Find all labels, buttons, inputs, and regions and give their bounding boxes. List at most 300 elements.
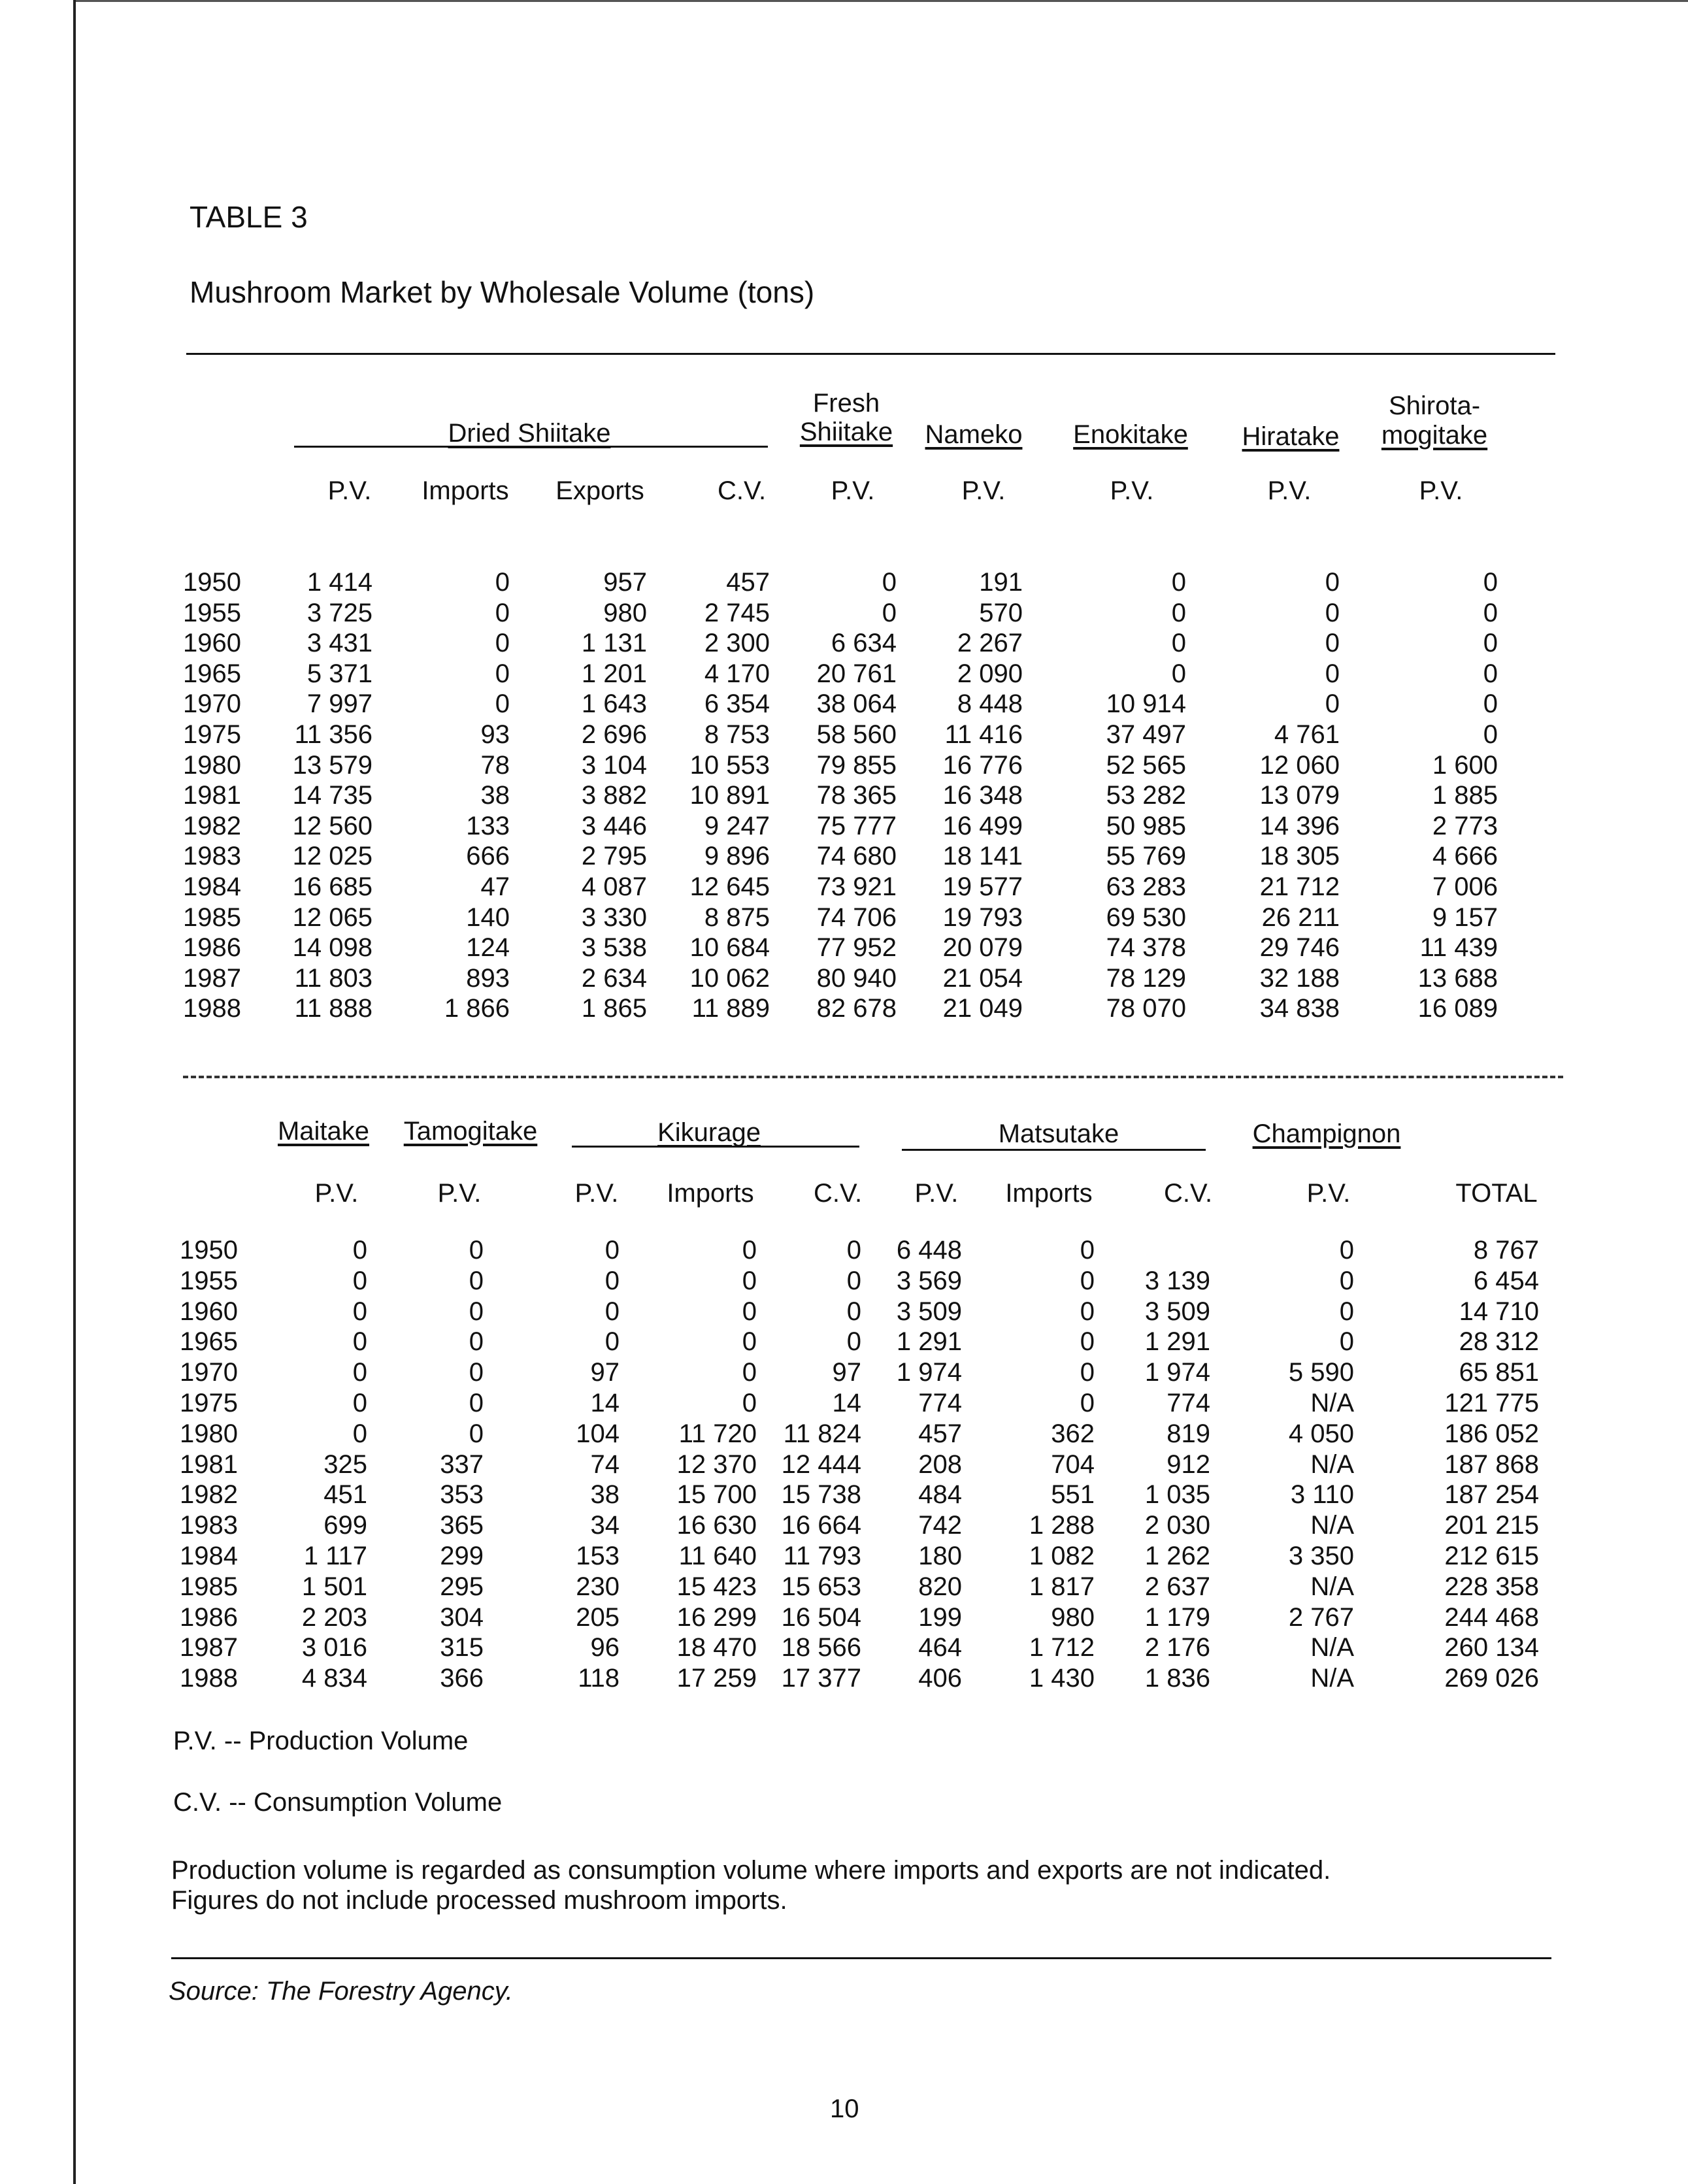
lower-table-cell: 11 720	[678, 1419, 757, 1448]
table-subtitle: Mushroom Market by Wholesale Volume (tons)	[190, 275, 815, 309]
upper-table-cell: 2 696	[581, 720, 647, 749]
group-header-shirotamogitake-line2: mogitake	[1381, 421, 1488, 450]
lower-table-cell: 1 262	[1144, 1542, 1210, 1570]
lower-table-cell: 96	[590, 1633, 620, 1662]
lower-column-header: P.V.	[314, 1179, 359, 1208]
lower-table-cell: 17 259	[676, 1664, 757, 1693]
group-header-matsutake: Matsutake	[998, 1119, 1119, 1148]
lower-row-year: 1950	[180, 1236, 238, 1265]
upper-column-header: Exports	[555, 476, 644, 505]
lower-table-cell: 406	[918, 1664, 962, 1693]
upper-table-cell: 11 889	[691, 994, 770, 1023]
lower-table-cell: 0	[742, 1327, 757, 1356]
matsutake-rule	[902, 1149, 1206, 1151]
lower-column-header: P.V.	[1306, 1179, 1351, 1208]
upper-table-cell: 0	[495, 689, 510, 718]
lower-table-cell: 0	[469, 1327, 484, 1356]
upper-column-header: C.V.	[717, 476, 767, 505]
lower-table-cell: 0	[1080, 1297, 1095, 1326]
lower-table-cell: 6 448	[896, 1236, 962, 1265]
upper-table-cell: 11 439	[1419, 933, 1498, 962]
upper-row-year: 1986	[183, 933, 241, 962]
upper-table-cell: 77 952	[816, 933, 897, 962]
upper-table-cell: 55 769	[1106, 842, 1186, 870]
lower-table-cell: 457	[918, 1419, 962, 1448]
upper-table-cell: 9 247	[704, 812, 770, 840]
lower-table-cell: 1 288	[1029, 1511, 1095, 1540]
lower-table-cell: 366	[440, 1664, 484, 1693]
lower-table-cell: 912	[1167, 1450, 1210, 1479]
lower-table-cell: 11 824	[783, 1419, 861, 1448]
upper-table-cell: 50 985	[1106, 812, 1186, 840]
upper-table-cell: 29 746	[1259, 933, 1340, 962]
scan-left-margin	[0, 0, 76, 2184]
lower-table-cell: 16 504	[781, 1603, 861, 1632]
lower-table-cell: 104	[576, 1419, 620, 1448]
lower-table-cell: 201 215	[1444, 1511, 1539, 1540]
upper-table-cell: 2 300	[704, 629, 770, 657]
upper-table-cell: 10 914	[1106, 689, 1186, 718]
upper-row-year: 1970	[183, 689, 241, 718]
lower-table-cell: 15 423	[676, 1572, 757, 1601]
group-header-maitake: Maitake	[277, 1117, 370, 1146]
lower-table-cell: 14 710	[1459, 1297, 1539, 1326]
lower-row-year: 1988	[180, 1664, 238, 1693]
lower-table-cell: 0	[469, 1266, 484, 1295]
group-header-enokitake: Enokitake	[1073, 420, 1188, 449]
upper-table-cell: 140	[466, 903, 510, 932]
upper-table-cell: 26 211	[1261, 903, 1340, 932]
lower-table-cell: 244 468	[1444, 1603, 1539, 1632]
lower-table-cell: 2 637	[1144, 1572, 1210, 1601]
upper-table-cell: 73 921	[816, 872, 897, 901]
upper-table-cell: 893	[466, 964, 510, 993]
upper-table-cell: 38 064	[816, 689, 897, 718]
upper-table-cell: 4 087	[581, 872, 647, 901]
lower-table-cell: N/A	[1310, 1633, 1354, 1662]
upper-table-cell: 74 706	[816, 903, 897, 932]
upper-table-cell: 78	[480, 751, 510, 780]
upper-table-cell: 124	[466, 933, 510, 962]
upper-table-cell: 74 680	[816, 842, 897, 870]
lower-row-year: 1955	[180, 1266, 238, 1295]
lower-table-cell: 0	[846, 1236, 861, 1265]
upper-row-year: 1988	[183, 994, 241, 1023]
lower-row-year: 1987	[180, 1633, 238, 1662]
upper-table-cell: 0	[1483, 689, 1498, 718]
group-header-nameko: Nameko	[925, 420, 1023, 449]
lower-table-cell: 304	[440, 1603, 484, 1632]
lower-table-cell: 0	[469, 1297, 484, 1326]
lower-column-header: Imports	[667, 1179, 754, 1208]
lower-table-cell: 699	[323, 1511, 367, 1540]
upper-table-cell: 13 079	[1259, 781, 1340, 810]
upper-table-cell: 11 356	[294, 720, 372, 749]
lower-table-cell: 38	[590, 1480, 620, 1509]
footnote-pv: P.V. -- Production Volume	[173, 1727, 469, 1755]
upper-table-cell: 1 600	[1432, 751, 1498, 780]
lower-table-cell: 1 712	[1029, 1633, 1095, 1662]
upper-table-cell: 52 565	[1106, 751, 1186, 780]
lower-table-cell: 16 664	[781, 1511, 861, 1540]
section-divider	[183, 1076, 1563, 1078]
upper-table-cell: 11 803	[294, 964, 372, 993]
lower-table-cell: 12 444	[781, 1450, 861, 1479]
upper-table-cell: 3 538	[581, 933, 647, 962]
upper-table-cell: 0	[1325, 629, 1340, 657]
upper-table-cell: 53 282	[1106, 781, 1186, 810]
lower-table-cell: 299	[440, 1542, 484, 1570]
upper-row-year: 1950	[183, 568, 241, 597]
group-header-champignon: Champignon	[1252, 1119, 1401, 1148]
lower-table-cell: 5 590	[1288, 1358, 1354, 1387]
upper-table-cell: 34 838	[1259, 994, 1340, 1023]
lower-table-cell: 3 139	[1144, 1266, 1210, 1295]
upper-table-cell: 10 891	[689, 781, 770, 810]
upper-table-cell: 2 773	[1432, 812, 1498, 840]
upper-table-cell: 8 753	[704, 720, 770, 749]
upper-table-cell: 14 396	[1259, 812, 1340, 840]
upper-table-cell: 0	[882, 599, 897, 627]
lower-table-cell: 14	[590, 1389, 620, 1417]
lower-table-cell: 0	[742, 1297, 757, 1326]
upper-table-cell: 0	[495, 629, 510, 657]
upper-row-year: 1985	[183, 903, 241, 932]
lower-row-year: 1986	[180, 1603, 238, 1632]
upper-table-cell: 133	[466, 812, 510, 840]
lower-table-cell: 2 203	[301, 1603, 367, 1632]
upper-table-cell: 3 725	[306, 599, 372, 627]
lower-table-cell: 228 358	[1444, 1572, 1539, 1601]
upper-table-cell: 16 089	[1417, 994, 1498, 1023]
upper-table-cell: 7 997	[306, 689, 372, 718]
lower-table-cell: 15 738	[781, 1480, 861, 1509]
upper-table-cell: 0	[495, 568, 510, 597]
lower-table-cell: 295	[440, 1572, 484, 1601]
upper-table-cell: 957	[603, 568, 647, 597]
lower-table-cell: 337	[440, 1450, 484, 1479]
lower-table-cell: 11 793	[783, 1542, 861, 1570]
upper-table-cell: 4 666	[1432, 842, 1498, 870]
group-header-fresh-shiitake-line2: Shiitake	[799, 418, 893, 446]
lower-table-cell: 1 179	[1144, 1603, 1210, 1632]
lower-table-cell: 484	[918, 1480, 962, 1509]
lower-table-cell: 3 569	[896, 1266, 962, 1295]
lower-table-cell: 187 254	[1444, 1480, 1539, 1509]
upper-table-cell: 0	[1171, 629, 1186, 657]
upper-table-cell: 82 678	[816, 994, 897, 1023]
upper-table-cell: 38	[480, 781, 510, 810]
upper-table-cell: 93	[480, 720, 510, 749]
lower-table-cell: 1 974	[896, 1358, 962, 1387]
upper-table-cell: 58 560	[816, 720, 897, 749]
lower-table-cell: 0	[469, 1389, 484, 1417]
lower-table-cell: 0	[742, 1358, 757, 1387]
lower-table-cell: 4 834	[301, 1664, 367, 1693]
lower-table-cell: 121 775	[1444, 1389, 1539, 1417]
upper-table-cell: 6 354	[704, 689, 770, 718]
lower-table-cell: 205	[576, 1603, 620, 1632]
lower-column-header: C.V.	[813, 1179, 863, 1208]
upper-table-cell: 78 129	[1106, 964, 1186, 993]
upper-table-cell: 7 006	[1432, 872, 1498, 901]
lower-table-cell: 0	[469, 1236, 484, 1265]
upper-table-cell: 0	[1325, 599, 1340, 627]
upper-table-cell: 1 201	[581, 659, 647, 688]
upper-table-cell: 0	[1325, 689, 1340, 718]
footnote-note-2: Figures do not include processed mushroom imports.	[171, 1886, 787, 1915]
upper-table-cell: 0	[1483, 599, 1498, 627]
group-header-tamogitake: Tamogitake	[403, 1117, 538, 1146]
upper-table-cell: 37 497	[1106, 720, 1186, 749]
footnote-cv: C.V. -- Consumption Volume	[173, 1788, 503, 1817]
lower-table-cell: 365	[440, 1511, 484, 1540]
upper-table-cell: 2 745	[704, 599, 770, 627]
upper-table-cell: 16 776	[942, 751, 1023, 780]
lower-table-cell: 4 050	[1288, 1419, 1354, 1448]
upper-table-cell: 80 940	[816, 964, 897, 993]
upper-table-cell: 0	[1171, 659, 1186, 688]
footnote-note-1: Production volume is regarded as consumption volume where imports and exports are not indicated.	[171, 1856, 1331, 1885]
group-header-fresh-shiitake-line1: Fresh	[812, 389, 880, 418]
upper-table-cell: 12 065	[292, 903, 372, 932]
upper-row-year: 1987	[183, 964, 241, 993]
upper-table-cell: 570	[979, 599, 1023, 627]
lower-table-cell: 17 377	[781, 1664, 861, 1693]
lower-row-year: 1975	[180, 1389, 238, 1417]
upper-table-cell: 78 365	[816, 781, 897, 810]
upper-table-cell: 0	[495, 659, 510, 688]
lower-row-year: 1985	[180, 1572, 238, 1601]
lower-table-cell: 704	[1051, 1450, 1095, 1479]
lower-table-cell: 1 836	[1144, 1664, 1210, 1693]
lower-table-cell: 0	[604, 1297, 620, 1326]
upper-table-cell: 20 079	[942, 933, 1023, 962]
group-header-shirotamogitake-line1: Shirota-	[1388, 391, 1481, 420]
lower-table-cell: 230	[576, 1572, 620, 1601]
upper-table-cell: 16 348	[942, 781, 1023, 810]
lower-column-header: P.V.	[437, 1179, 482, 1208]
lower-table-cell: 28 312	[1459, 1327, 1539, 1356]
upper-table-cell: 191	[979, 568, 1023, 597]
upper-table-cell: 8 875	[704, 903, 770, 932]
upper-column-header: P.V.	[831, 476, 875, 505]
lower-table-cell: 774	[918, 1389, 962, 1417]
upper-row-year: 1982	[183, 812, 241, 840]
upper-column-header: P.V.	[327, 476, 372, 505]
lower-table-cell: N/A	[1310, 1511, 1354, 1540]
lower-table-cell: 325	[323, 1450, 367, 1479]
upper-table-cell: 12 645	[689, 872, 770, 901]
lower-table-cell: 1 501	[301, 1572, 367, 1601]
upper-table-cell: 9 157	[1432, 903, 1498, 932]
lower-table-cell: 1 291	[896, 1327, 962, 1356]
upper-column-header: Imports	[422, 476, 509, 505]
lower-table-cell: 199	[918, 1603, 962, 1632]
upper-table-cell: 18 305	[1259, 842, 1340, 870]
lower-table-cell: 0	[742, 1236, 757, 1265]
lower-table-cell: 153	[576, 1542, 620, 1570]
upper-table-cell: 69 530	[1106, 903, 1186, 932]
upper-table-cell: 980	[603, 599, 647, 627]
upper-table-cell: 3 104	[581, 751, 647, 780]
upper-table-cell: 0	[1483, 659, 1498, 688]
lower-table-cell: 820	[918, 1572, 962, 1601]
top-rule	[186, 353, 1555, 355]
lower-table-cell: 0	[1339, 1327, 1354, 1356]
lower-table-cell: N/A	[1310, 1572, 1354, 1601]
lower-table-cell: 0	[846, 1266, 861, 1295]
lower-table-cell: 0	[1080, 1389, 1095, 1417]
upper-table-cell: 12 025	[292, 842, 372, 870]
table-label: TABLE 3	[190, 200, 308, 234]
upper-table-cell: 2 090	[957, 659, 1023, 688]
lower-table-cell: 0	[352, 1358, 367, 1387]
lower-row-year: 1965	[180, 1327, 238, 1356]
lower-table-cell: 15 653	[781, 1572, 861, 1601]
lower-table-cell: 2 030	[1144, 1511, 1210, 1540]
lower-table-cell: 180	[918, 1542, 962, 1570]
upper-table-cell: 20 761	[816, 659, 897, 688]
upper-table-cell: 21 054	[942, 964, 1023, 993]
group-header-dried-shiitake: Dried Shiitake	[448, 419, 611, 448]
source-line: Source: The Forestry Agency.	[169, 1977, 513, 2006]
lower-table-cell: 0	[469, 1358, 484, 1387]
lower-table-cell: 0	[604, 1266, 620, 1295]
lower-column-header: P.V.	[914, 1179, 959, 1208]
lower-table-cell: 11 640	[678, 1542, 757, 1570]
lower-table-cell: 0	[846, 1297, 861, 1326]
upper-table-cell: 1 866	[444, 994, 510, 1023]
group-header-kikurage: Kikurage	[657, 1118, 761, 1147]
lower-table-cell: 3 110	[1290, 1480, 1354, 1509]
upper-table-cell: 1 643	[581, 689, 647, 718]
upper-table-cell: 6 634	[831, 629, 897, 657]
lower-table-cell: 3 016	[301, 1633, 367, 1662]
lower-table-cell: 74	[590, 1450, 620, 1479]
lower-table-cell: 451	[323, 1480, 367, 1509]
lower-table-cell: 0	[742, 1389, 757, 1417]
lower-table-cell: 18 566	[781, 1633, 861, 1662]
upper-table-cell: 47	[480, 872, 510, 901]
upper-table-cell: 18 141	[942, 842, 1023, 870]
lower-table-cell: 14	[832, 1389, 861, 1417]
lower-table-cell: 8 767	[1473, 1236, 1539, 1265]
upper-table-cell: 3 446	[581, 812, 647, 840]
lower-table-cell: 464	[918, 1633, 962, 1662]
upper-table-cell: 78 070	[1106, 994, 1186, 1023]
upper-row-year: 1984	[183, 872, 241, 901]
lower-table-cell: N/A	[1310, 1664, 1354, 1693]
upper-table-cell: 4 761	[1274, 720, 1340, 749]
lower-row-year: 1982	[180, 1480, 238, 1509]
upper-table-cell: 4 170	[704, 659, 770, 688]
lower-table-cell: 2 767	[1288, 1603, 1354, 1632]
lower-table-cell: 16 630	[676, 1511, 757, 1540]
lower-table-cell: 1 291	[1144, 1327, 1210, 1356]
upper-table-cell: 666	[466, 842, 510, 870]
lower-table-cell: 0	[1339, 1266, 1354, 1295]
page-number: 10	[830, 2094, 859, 2123]
lower-table-cell: 118	[578, 1664, 620, 1693]
upper-table-cell: 79 855	[816, 751, 897, 780]
lower-row-year: 1983	[180, 1511, 238, 1540]
lower-table-cell: N/A	[1310, 1450, 1354, 1479]
upper-table-cell: 1 865	[581, 994, 647, 1023]
lower-table-cell: 65 851	[1459, 1358, 1539, 1387]
upper-table-cell: 0	[1171, 568, 1186, 597]
lower-table-cell: 18 470	[676, 1633, 757, 1662]
lower-table-cell: 0	[1080, 1266, 1095, 1295]
upper-table-cell: 2 267	[957, 629, 1023, 657]
upper-row-year: 1955	[183, 599, 241, 627]
lower-column-header: Imports	[1005, 1179, 1093, 1208]
upper-table-cell: 13 579	[292, 751, 372, 780]
upper-table-cell: 3 882	[581, 781, 647, 810]
lower-table-cell: 1 117	[303, 1542, 367, 1570]
lower-table-cell: 0	[1080, 1358, 1095, 1387]
upper-table-cell: 457	[726, 568, 770, 597]
upper-table-cell: 3 330	[581, 903, 647, 932]
upper-row-year: 1980	[183, 751, 241, 780]
upper-table-cell: 74 378	[1106, 933, 1186, 962]
lower-table-cell: 16 299	[676, 1603, 757, 1632]
lower-table-cell: 0	[352, 1297, 367, 1326]
lower-table-cell: 6 454	[1473, 1266, 1539, 1295]
upper-table-cell: 12 060	[1259, 751, 1340, 780]
upper-row-year: 1965	[183, 659, 241, 688]
lower-table-cell: 0	[604, 1327, 620, 1356]
upper-table-cell: 2 634	[581, 964, 647, 993]
upper-table-cell: 16 685	[292, 872, 372, 901]
upper-table-cell: 3 431	[306, 629, 372, 657]
upper-table-cell: 75 777	[816, 812, 897, 840]
upper-table-cell: 5 371	[306, 659, 372, 688]
upper-column-header: P.V.	[961, 476, 1006, 505]
upper-table-cell: 10 684	[689, 933, 770, 962]
lower-row-year: 1970	[180, 1358, 238, 1387]
upper-table-cell: 0	[1325, 568, 1340, 597]
lower-table-cell: 1 082	[1029, 1542, 1095, 1570]
lower-table-cell: 3 350	[1288, 1542, 1354, 1570]
lower-table-cell: 0	[742, 1266, 757, 1295]
upper-table-cell: 16 499	[942, 812, 1023, 840]
lower-table-cell: 0	[1339, 1236, 1354, 1265]
lower-table-cell: 0	[1339, 1297, 1354, 1326]
upper-table-cell: 11 416	[944, 720, 1023, 749]
lower-table-cell: 0	[352, 1327, 367, 1356]
lower-table-cell: 34	[590, 1511, 620, 1540]
upper-table-cell: 13 688	[1417, 964, 1498, 993]
upper-table-cell: 2 795	[581, 842, 647, 870]
lower-table-cell: 1 035	[1144, 1480, 1210, 1509]
lower-table-cell: 0	[1080, 1236, 1095, 1265]
upper-table-cell: 1 131	[581, 629, 647, 657]
lower-row-year: 1960	[180, 1297, 238, 1326]
lower-table-cell: 0	[469, 1419, 484, 1448]
upper-table-cell: 32 188	[1259, 964, 1340, 993]
upper-table-cell: 9 896	[704, 842, 770, 870]
bottom-rule	[171, 1957, 1551, 1959]
lower-column-header: TOTAL	[1455, 1179, 1538, 1208]
lower-table-cell: 212 615	[1444, 1542, 1539, 1570]
lower-table-cell: 353	[440, 1480, 484, 1509]
lower-table-cell: 3 509	[1144, 1297, 1210, 1326]
group-header-hiratake: Hiratake	[1242, 422, 1340, 451]
scan-top-edge	[0, 0, 1688, 2]
upper-table-cell: 0	[1483, 629, 1498, 657]
lower-table-cell: 12 370	[676, 1450, 757, 1479]
